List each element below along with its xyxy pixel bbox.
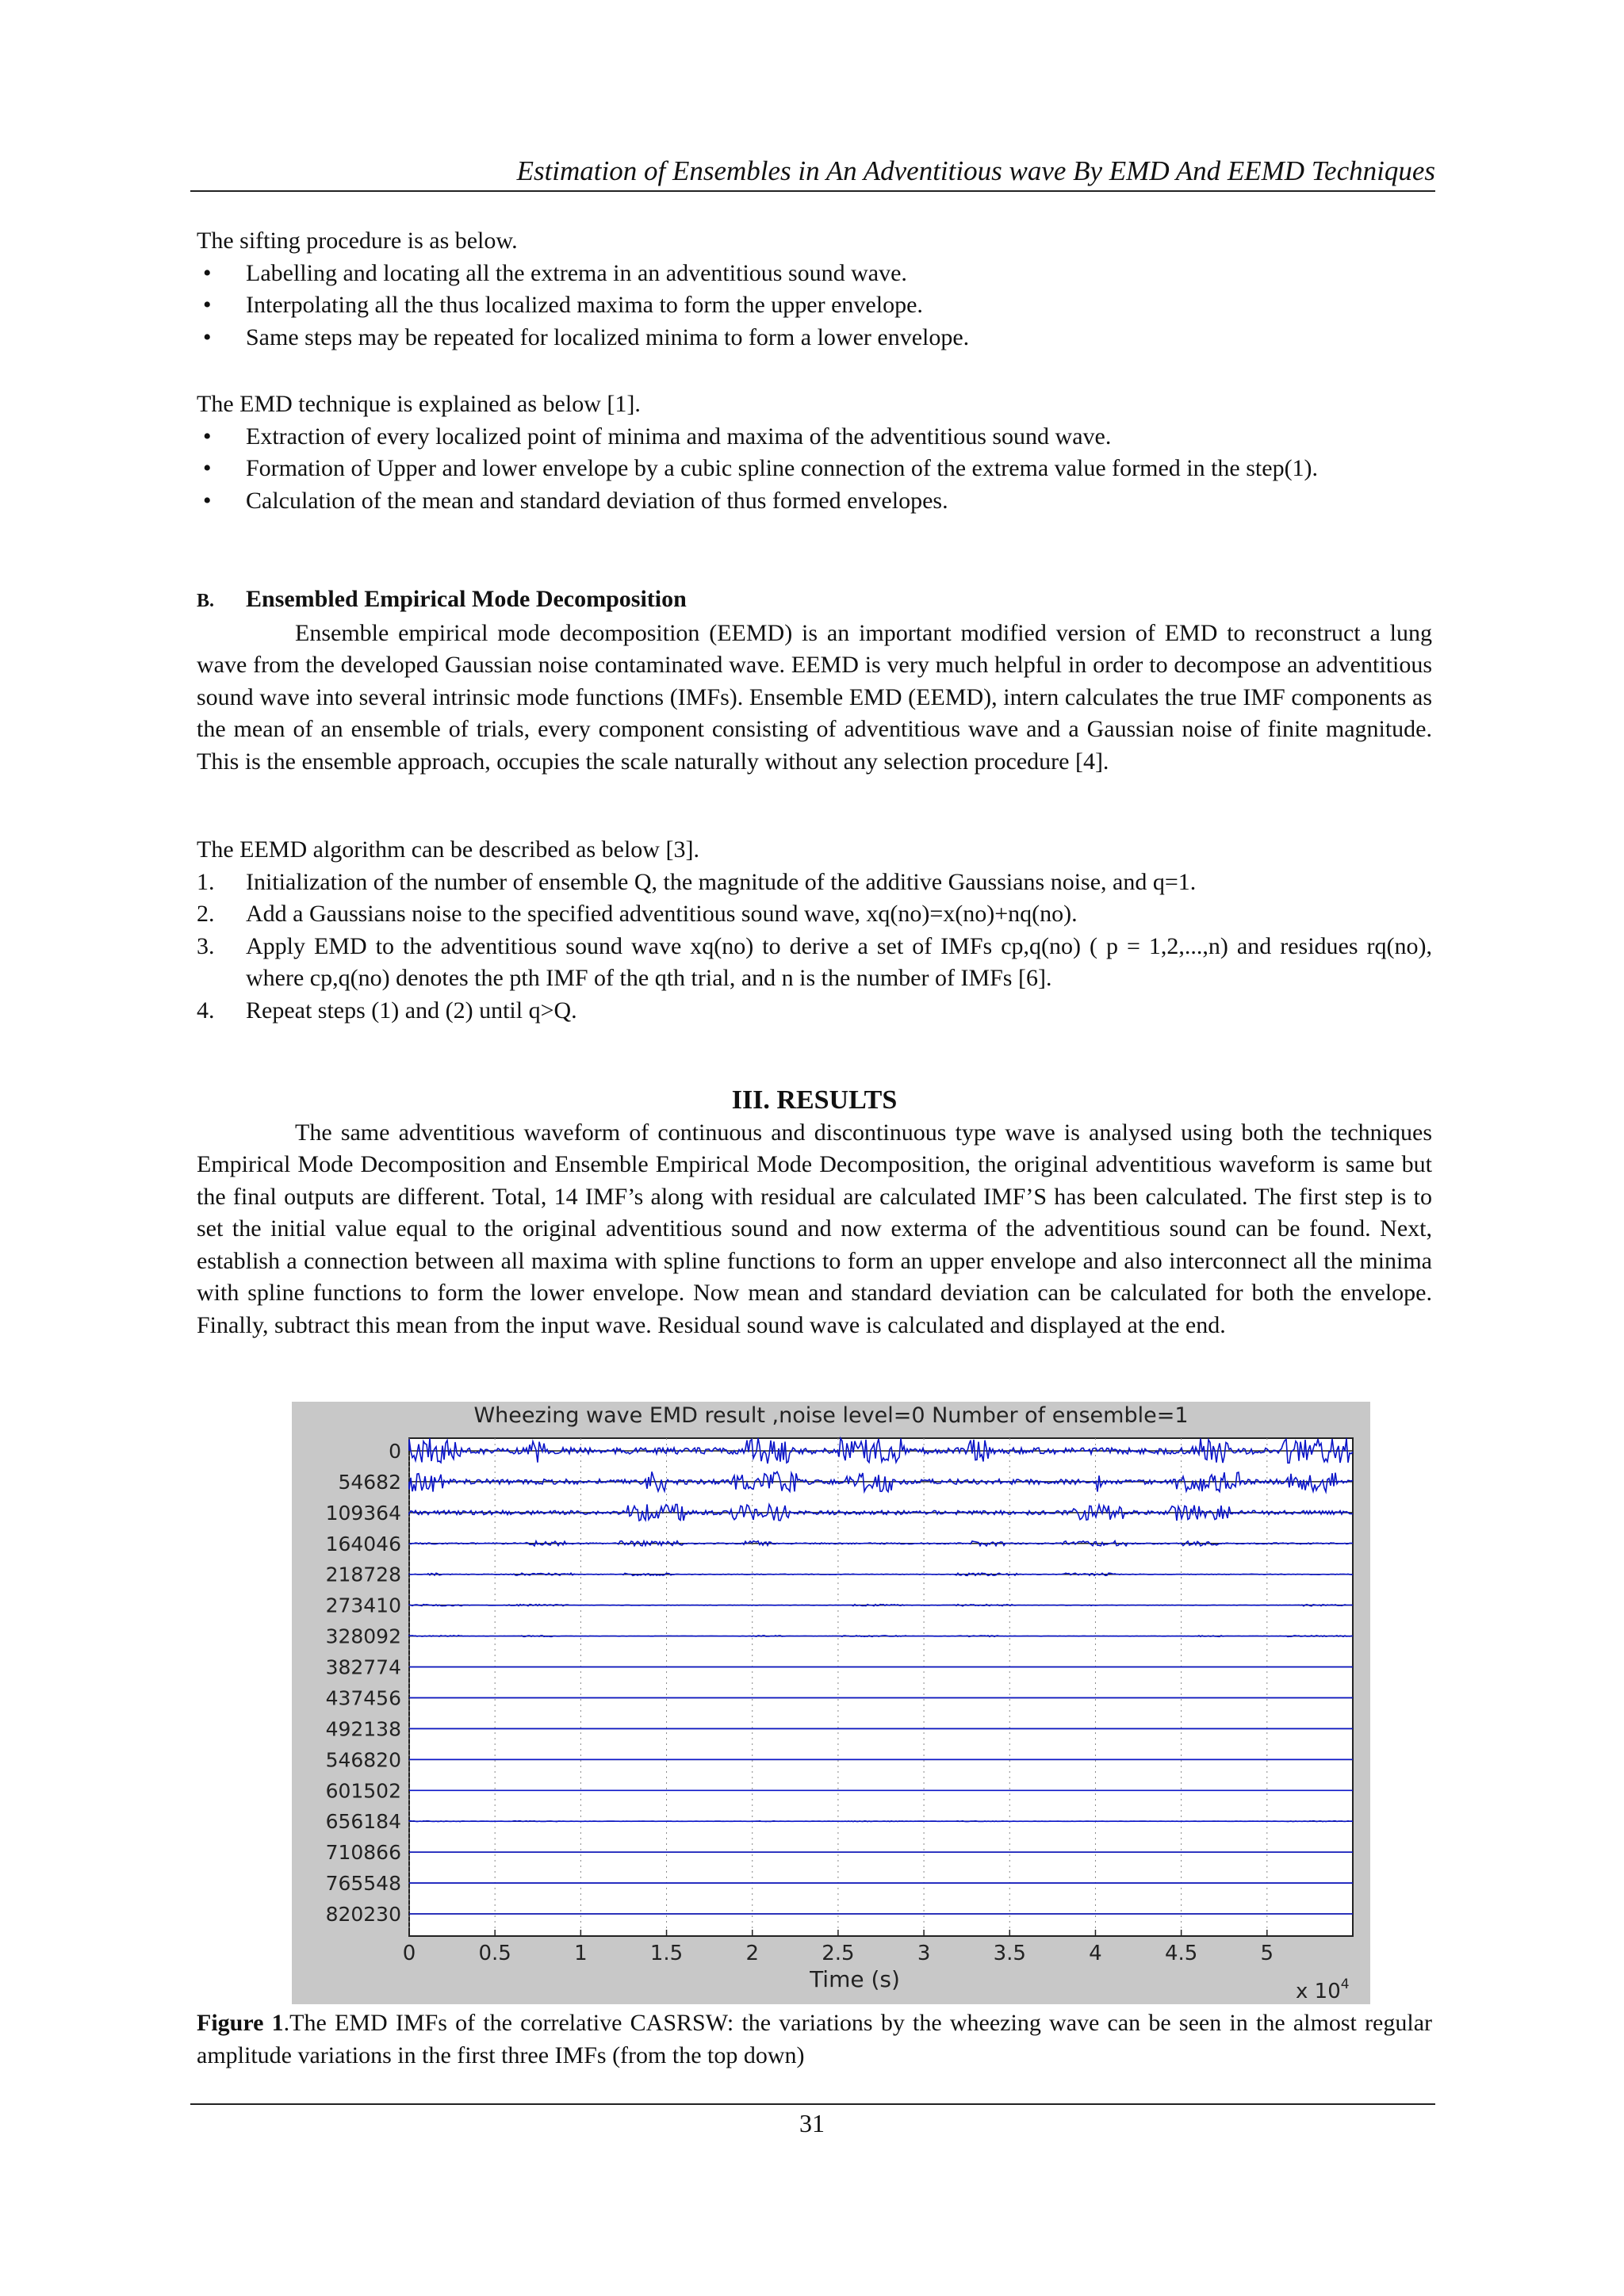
section-b (197, 584, 1432, 778)
list-item: 4. Repeat steps (1) and (2) until q>Q. (197, 997, 577, 1024)
figure-caption-text: .The EMD IMFs of the correlative CASRSW: the variations by the wheezing wave can be seen in the almost regular amplitude variations in the first three IMFs (from the top down) (197, 2010, 1432, 2068)
list-item: • Same steps may be repeated for localized minima to form a lower envelope. (197, 322, 1432, 354)
figure-caption (197, 2007, 1432, 2072)
y-tick-label: 492138 (325, 1717, 401, 1741)
x-tick-label: 5 (1260, 1942, 1274, 1965)
eemd-intro: The EEMD algorithm can be described as below [3]. (197, 836, 699, 863)
chart-title: Wheezing wave EMD result ,noise level=0 Number of ensemble=1 (473, 1403, 1189, 1428)
header-rule (190, 190, 1435, 192)
x-tick-label: 2 (745, 1942, 760, 1965)
section-title: Ensembled Empirical Mode Decomposition (246, 586, 687, 612)
footer-rule (190, 2103, 1435, 2105)
sifting-intro: The sifting procedure is as below. (197, 228, 518, 254)
list-item: 1. Initialization of the number of ensemble Q, the magnitude of the additive Gaussians noise, and q=1. (197, 868, 1197, 895)
list-item: • Interpolating all the thus localized maxima to form the upper envelope. (197, 289, 1432, 322)
section-b-heading (197, 584, 1432, 618)
section-letter: B. (197, 591, 215, 611)
y-tick-label: 218728 (325, 1563, 401, 1586)
list-item: • Labelling and locating all the extrema in an adventitious sound wave. (197, 258, 1432, 290)
imf-trace (409, 1821, 1353, 1822)
y-tick-label: 382774 (325, 1655, 401, 1679)
running-title: Estimation of Ensembles in An Adventitious wave By EMD And EEMD Techniques (516, 155, 1435, 186)
y-tick-label: 0 (389, 1440, 401, 1463)
y-tick-label: 328092 (325, 1624, 401, 1648)
x-tick-label: 0 (402, 1942, 416, 1965)
y-tick-label: 710866 (325, 1841, 401, 1865)
x-axis-label: Time (s) (810, 1966, 900, 1992)
eemd-block (197, 834, 1432, 1027)
x-tick-label: 4 (1089, 1942, 1102, 1965)
y-tick-label: 109364 (325, 1501, 401, 1525)
x-tick-label: 1 (574, 1942, 588, 1965)
y-tick-label: 820230 (325, 1903, 401, 1926)
page-number: 31 (799, 2109, 825, 2137)
section-b-paragraph: Ensemble empirical mode decomposition (EEMD) is an important modified version of EMD to reconstruct a lung wave from the developed Gaussian noise contaminated wave. EEMD is very much helpful in order to decompose an adventitious sound wave into several intrinsic mode functions (IMFs). Ensemble EMD (EEMD), intern calculates the true IMF components as the mean of an ensemble of trials, every component consisting of adventitious wave and a Gaussian noise of finite magnitude. This is the ensemble approach, occupies the scale naturally without any selection procedure [4]. (197, 619, 1432, 775)
y-tick-label: 765548 (325, 1872, 401, 1896)
y-tick-label: 546820 (325, 1748, 401, 1772)
y-tick-label: 54682 (338, 1470, 401, 1494)
x-tick-label: 3 (917, 1942, 931, 1965)
x-tick-label: 0.5 (478, 1942, 511, 1965)
results-heading: III. RESULTS (731, 1085, 898, 1115)
x-tick-label: 2.5 (822, 1942, 855, 1965)
sifting-list (197, 258, 1432, 354)
list-item: • Extraction of every localized point of minima and maxima of the adventitious sound wave. (197, 421, 1432, 453)
list-item: • Calculation of the mean and standard deviation of thus formed envelopes. (197, 485, 1432, 518)
results-section (197, 1085, 1432, 1341)
figure-label: Figure 1 (197, 2010, 284, 2036)
emd-block (197, 388, 1432, 517)
x-multiplier: x $10^4$ (1296, 1976, 1350, 2003)
emd-list (197, 421, 1432, 518)
x-tick-label: 3.5 (993, 1942, 1026, 1965)
emd-intro: The EMD technique is explained as below [1]. (197, 391, 641, 417)
emd-chart (292, 1402, 1370, 2004)
list-item: 2. Add a Gaussians noise to the specified adventitious sound wave, xq(no)=x(no)+nq(no). (197, 901, 1078, 927)
y-tick-label: 164046 (325, 1532, 401, 1556)
y-tick-label: 273410 (325, 1594, 401, 1617)
list-item: 3. Apply EMD to the adventitious sound wave xq(no) to derive a set of IMFs cp,q(no) ( p = 1,2,...,n) and residues rq(no), where cp,q(no) denotes the pth IMF of the qth trial, and n is the number of IMFs [6]. (197, 932, 1432, 991)
list-item: • Formation of Upper and lower envelope by a cubic spline connection of the extrema value formed in the step(1). (197, 453, 1432, 485)
x-tick-label: 4.5 (1164, 1942, 1198, 1965)
y-tick-label: 656184 (325, 1810, 401, 1834)
sifting-block (197, 225, 1432, 354)
y-tick-label: 437456 (325, 1686, 401, 1710)
x-tick-label: 1.5 (649, 1942, 684, 1965)
results-paragraph: The same adventitious waveform of continuous and discontinuous type wave is analysed using both the techniques Empirical Mode Decomposition and Ensemble Empirical Mode Decomposition, the original adventitious waveform is same but the final outputs are different. Total, 14 IMF’s along with residual are calculated IMF’S has been calculated. The first step is to set the initial value equal to the original adventitious sound and now exterma of the adventitious sound can be found. Next, establish a connection between all maxima with spline functions to form an upper envelope and also interconnect all the minima with spline functions to form the lower envelope. Now mean and standard deviation can be calculated for both the envelope. Finally, subtract this mean from the input wave. Residual sound wave is calculated and displayed at the end. (197, 1119, 1432, 1338)
y-tick-label: 601502 (325, 1779, 401, 1803)
eemd-list (197, 867, 1432, 1027)
